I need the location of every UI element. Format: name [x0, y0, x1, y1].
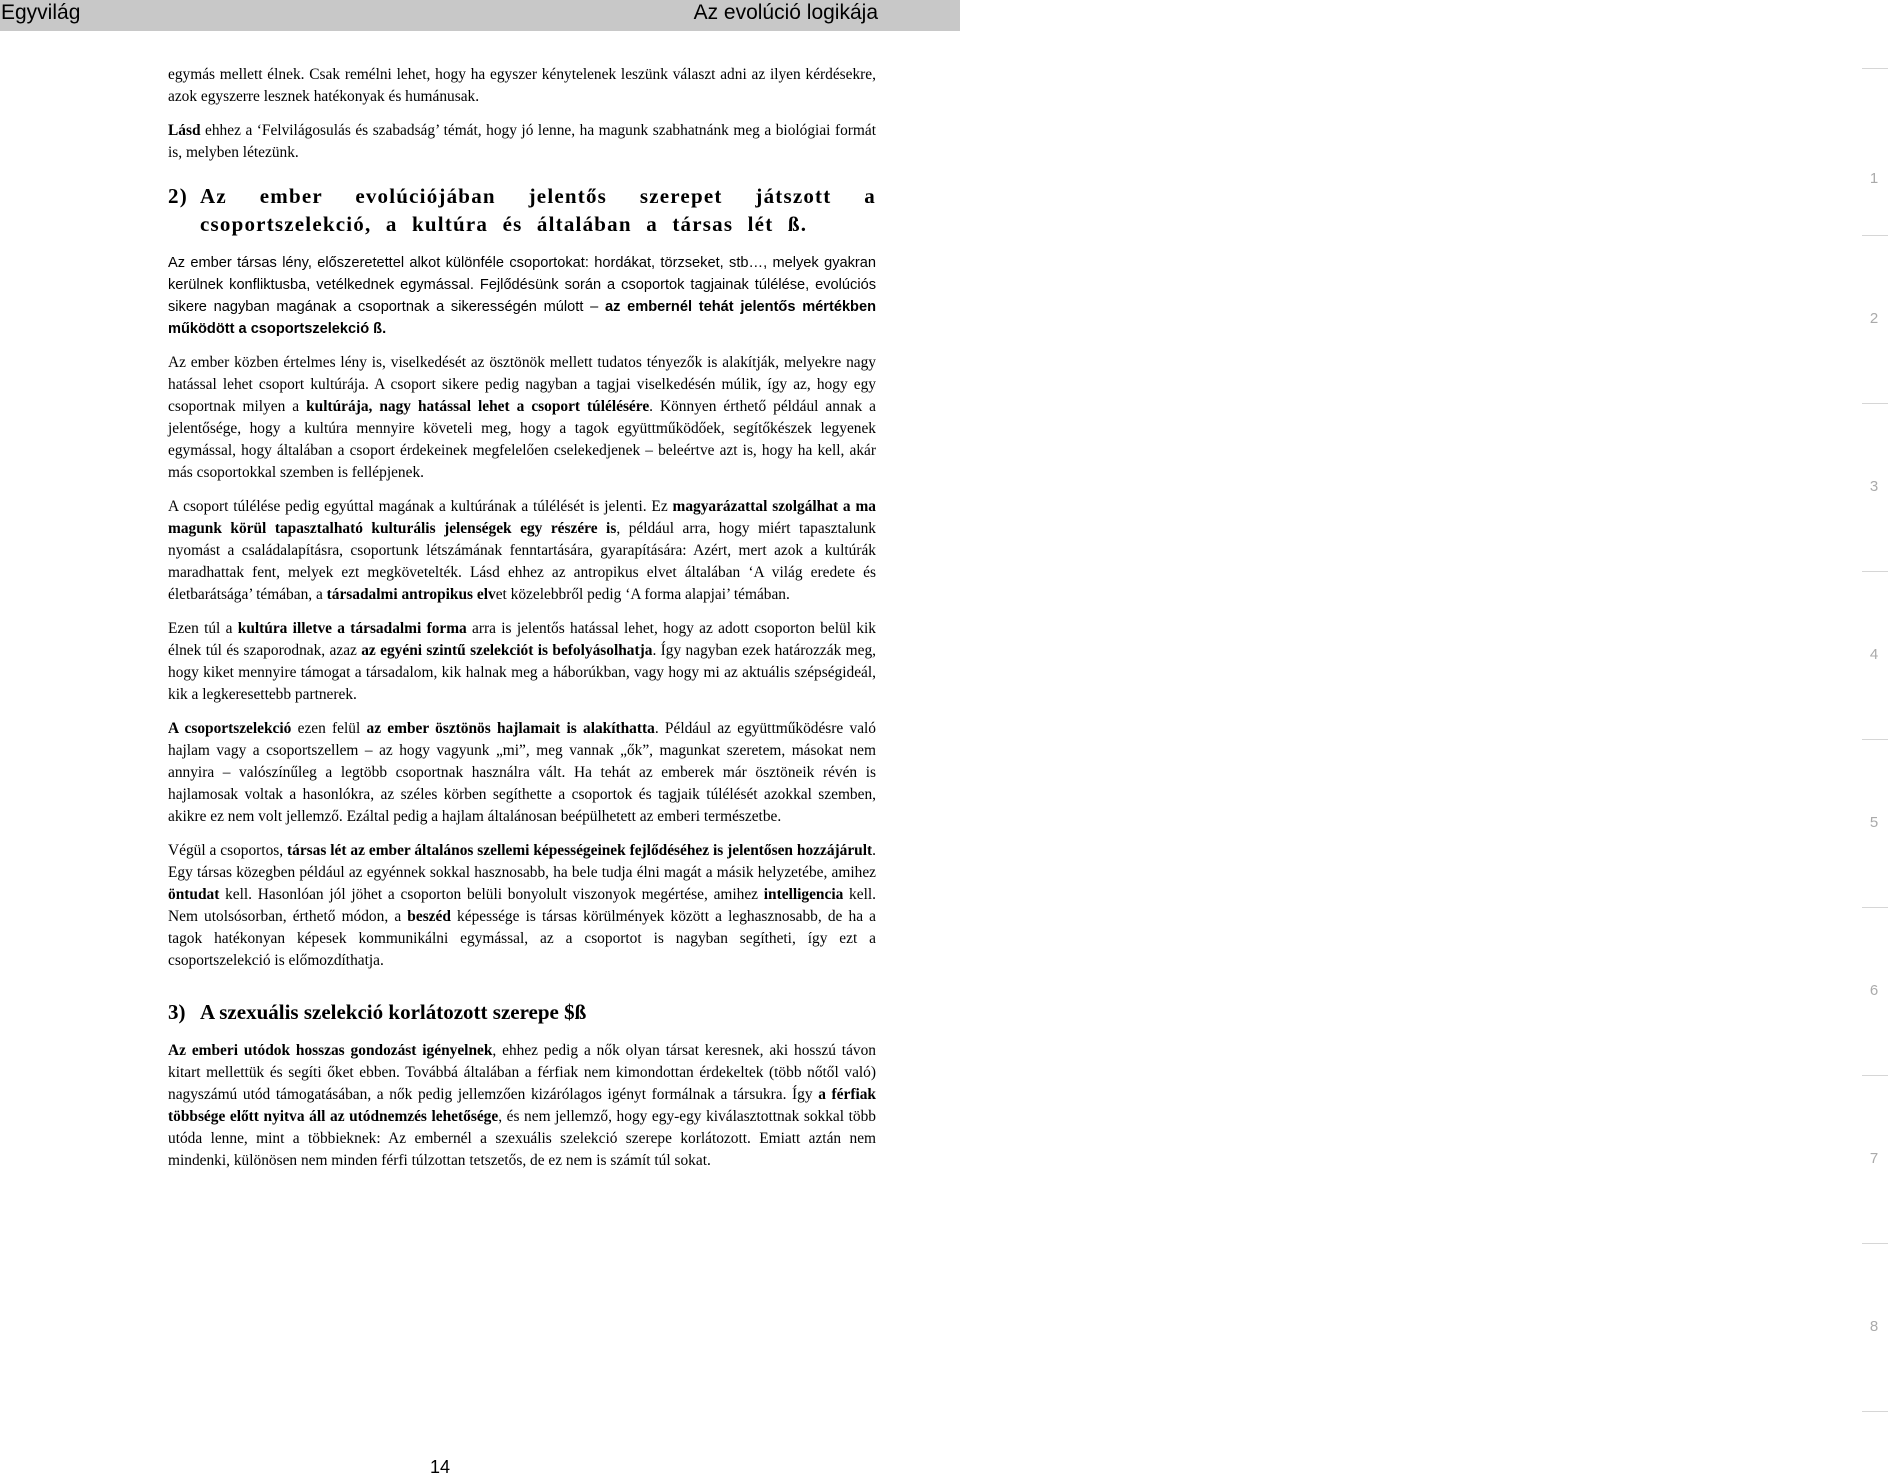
margin-rule: [1862, 68, 1888, 69]
document-body: [168, 64, 876, 1184]
page-header: [0, 0, 960, 31]
page-number: 14: [429, 1457, 451, 1477]
margin-number: 1: [1869, 170, 1879, 187]
margin-rule: [1862, 235, 1888, 236]
margin-rule: [1862, 403, 1888, 404]
margin-number: 2: [1869, 310, 1879, 327]
header-left-title: Egyvilág: [1, 1, 81, 24]
margin-number: 3: [1869, 478, 1879, 495]
margin-number: 4: [1869, 646, 1879, 663]
paragraph: A csoportszelekció ezen felül az ember ösztönös hajlamait is alakíthatta. Például az együttműködésre való hajlam vagy a csoportszellem – az hogy vagyunk „mi”, meg vannak „ők”, magunkat szeretem, másokat nem annyira – valószínűleg a legtöbb csoportnak használra vált. Ha tehát az emberek már ösztöneik révén is hajlamosak voltak a hasonlókra, az széles körben segíthette a csoportok és tagjaik túlélését azokkal szemben, akikre ez nem volt jellemző. Ezáltal pedig a hajlam általánosan beépülhetett az emberi természetbe.: [168, 720, 876, 825]
paragraph: Az ember társas lény, előszeretettel alkot különféle csoportokat: hordákat, törzseket, stb…, melyek gyakran kerülnek konfliktusba, vetélkednek egymással. Fejlődésünk során a csoportok tagjainak túlélése, evolúciós sikere nagyban magának a csoportnak a sikerességén múlott – az embernél tehát jelentős mértékben működött a csoportszelekció ß.: [168, 255, 876, 337]
margin-rule: [1862, 1411, 1888, 1412]
paragraph: A csoport túlélése pedig egyúttal magának a kultúrának a túlélését is jelenti. Ez magyarázattal szolgálhat a ma magunk körül tapasztalható kulturális jelenségek egy részére is, például arra, hogy miért tapasztalunk nyomást a családalapításra, csoportunk létszámának fenntartására, gyarapítására: Azért, mert azok a kultúrák maradhattak fent, melyek ezt megkövetelték. Lásd ehhez az antropikus elvet általában ‘A világ eredete és életbarátsága’ témában, a társadalmi antropikus elvet közelebbről pedig ‘A forma alapjai’ témában.: [168, 498, 876, 603]
paragraph: egymás mellett élnek. Csak remélni lehet, hogy ha egyszer kénytelenek leszünk választ adni az ilyen kérdésekre, azok egyszerre lesznek hatékonyak és humánusak.: [168, 66, 876, 105]
section-heading-2: 2) Az ember evolúciójában jelentős szerepet játszott a csoportszelekció, a kultúra és általában a társas lét ß.: [168, 184, 876, 236]
paragraph: Végül a csoportos, társas lét az ember általános szellemi képességeinek fejlődéséhez is jelentősen hozzájárult. Egy társas közegben például az egyénnek sokkal hasznosabb, ha bele tudja élni magát a másik helyzetébe, amihez öntudat kell. Hasonlóan jól jöhet a csoporton belüli bonyolult viszonyok megértése, amihez intelligencia kell. Nem utolsósorban, érthető módon, a beszéd képessége is társas körülmények között a leghasznosabb, de ha a tagok hatékonyan képesek kommunikálni egymással, az a csoportot is nagyban segítheti, így ezt a csoportszelekció is előmozdíthatja.: [168, 842, 876, 969]
paragraph: Ezen túl a kultúra illetve a társadalmi forma arra is jelentős hatással lehet, hogy az adott csoporton belül kik élnek túl és szaporodnak, azaz az egyéni szintű szelekciót is befolyásolhatja. Így nagyban ezek határozzák meg, hogy kiket mennyire támogat a társadalom, kik halnak meg a háborúkban, vagy hogy mi az aktuális szépségideál, kik a legkeresettebb partnerek.: [168, 620, 877, 703]
paragraph: Az emberi utódok hosszas gondozást igényelnek, ehhez pedig a nők olyan társat keresnek, aki hosszú távon kitart mellettük és segíti őket ebben. Továbbá általában a férfiak nem kimondottan érdekeltek (több nőtől való) nagyszámú utód támogatásában, a nők pedig jellemzően kizárólagos igényt formálnak a társukra. Így a férfiak többsége előtt nyitva áll az utódnemzés lehetősége, és nem jellemző, hogy egy-egy kiválasztottnak sokkal több utóda lenne, mint a többieknek: Az embernél a szexuális szelekció szerepe korlátozott. Emiatt aztán nem mindenki, különösen nem minden férfi túlzottan tetszetős, de ez nem is számít túl sokat.: [168, 1042, 876, 1169]
section-heading-3: 3) A szexuális szelekció korlátozott szerepe $ß: [168, 1000, 587, 1024]
margin-number: 7: [1869, 1150, 1879, 1167]
margin-number: 6: [1869, 982, 1879, 999]
margin-number: 8: [1869, 1318, 1879, 1335]
header-right-title: Az evolúció logikája: [693, 1, 878, 24]
paragraph: Lásd ehhez a ‘Felvilágosulás és szabadság’ témát, hogy jó lenne, ha magunk szabhatnánk meg a biológiai formát is, melyben létezünk.: [168, 122, 876, 161]
margin-rule: [1862, 571, 1888, 572]
margin-number: 5: [1869, 814, 1879, 831]
margin-line-numbers: [930, 0, 1879, 1477]
paragraph: Az ember közben értelmes lény is, viselkedését az ösztönök mellett tudatos tényezők is alakítják, melyekre nagy hatással lehet csoport kultúrája. A csoport sikere pedig nagyban a tagjai viselkedésén múlik, így az, hogy egy csoportnak milyen a kultúrája, nagy hatással lehet a csoport túlélésére. Könnyen érthető például annak a jelentősége, hogy a kultúra mennyire követeli meg, hogy a tagok együttműködőek, segítőkészek legyenek egymással, hogy általában a csoport érdekeinek megfelelően cselekedjenek – beleértve azt is, hogy ha kell, akár más csoportokkal szemben is fellépjenek.: [168, 354, 876, 481]
margin-rule: [1862, 739, 1888, 740]
margin-rule: [1862, 907, 1888, 908]
margin-rule: [1862, 1075, 1888, 1076]
margin-rule: [1862, 1243, 1888, 1244]
